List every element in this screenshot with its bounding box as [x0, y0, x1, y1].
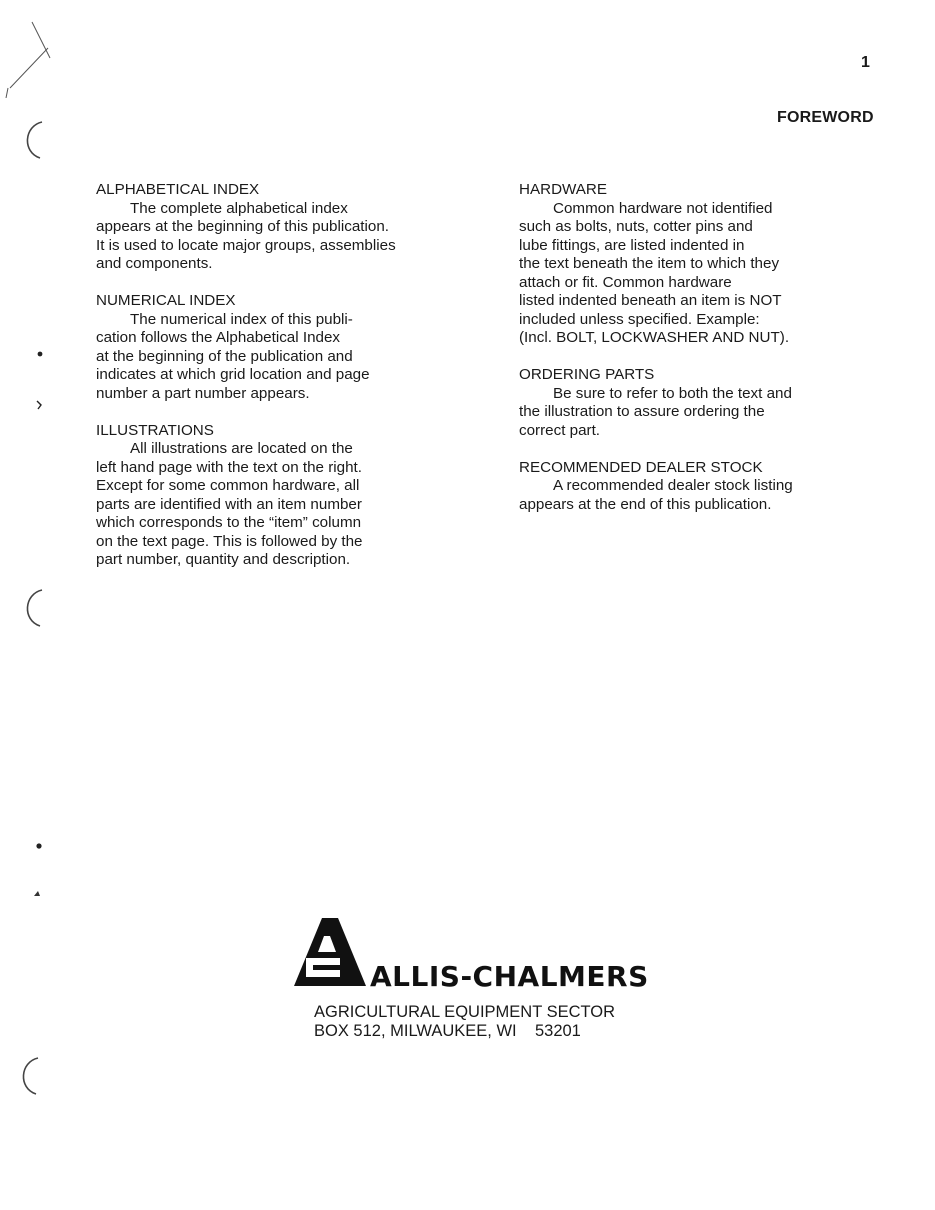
body-line: Common hardware not identified [553, 199, 773, 217]
punch-hole-shadow-mark [14, 1054, 44, 1098]
body-line: correct part. [519, 421, 601, 439]
speck-mark [36, 350, 44, 358]
body-line: It is used to locate major groups, assemblies [96, 236, 396, 254]
section-title: ILLUSTRATIONS [96, 421, 214, 439]
body-line: cation follows the Alphabetical Index [96, 329, 341, 346]
body-line: (Incl. BOLT, LOCKWASHER AND NUT). [519, 329, 790, 346]
body-line: part number, quantity and description. [96, 551, 351, 568]
body-line: number a part number appears. [96, 384, 310, 402]
body-line: parts are identified with an item number [96, 495, 362, 513]
body-line: appears at the end of this publication. [519, 495, 772, 513]
section-title: ALPHABETICAL INDEX [96, 181, 260, 198]
section-title: HARDWARE [519, 181, 608, 198]
speck-mark [35, 400, 43, 410]
body-line: indicates at which grid location and page [96, 366, 370, 383]
body-line: such as bolts, nuts, cotter pins and [519, 218, 753, 235]
section-numerical-index [96, 292, 441, 403]
punch-hole-shadow-mark [18, 586, 48, 630]
body-line: appears at the beginning of this publication. [96, 218, 389, 235]
body-line: listed indented beneath an item is NOT [519, 292, 782, 309]
body-line: on the text page. This is followed by the [96, 532, 363, 550]
body-line: A recommended dealer stock listing [553, 477, 793, 494]
address-line: BOX 512, MILWAUKEE, WI 53201 [314, 1022, 581, 1040]
body-line: included unless specified. Example: [519, 310, 760, 328]
page-heading: FOREWORD [777, 109, 874, 126]
speck-mark [35, 842, 43, 850]
section-hardware [519, 181, 829, 348]
speck-mark [33, 889, 41, 897]
address-line: AGRICULTURAL EQUIPMENT SECTOR [314, 1003, 616, 1021]
brand-address [314, 1003, 615, 1041]
body-line: attach or fit. Common hardware [519, 273, 732, 291]
body-line: at the beginning of the publication and [96, 347, 353, 365]
section-illustrations [96, 422, 441, 570]
left-column [96, 181, 441, 588]
body-line: and components. [96, 255, 213, 272]
section-alphabetical-index [96, 181, 441, 274]
section-ordering-parts [519, 366, 829, 440]
scan-corner-fold-mark [0, 18, 60, 98]
section-title: RECOMMENDED DEALER STOCK [519, 458, 763, 476]
page-number: 1 [861, 54, 870, 71]
allis-chalmers-logo-icon [294, 918, 366, 986]
body-line: Except for some common hardware, all [96, 477, 360, 494]
section-title: ORDERING PARTS [519, 366, 655, 383]
body-line: The numerical index of this publi- [130, 310, 353, 328]
brand-name: ALLIS-CHALMERS [370, 960, 649, 993]
body-line: which corresponds to the “item” column [96, 514, 362, 531]
body-line: The complete alphabetical index [130, 199, 348, 217]
body-line: Be sure to refer to both the text and [553, 384, 792, 402]
right-column [519, 181, 829, 533]
body-line: the text beneath the item to which they [519, 255, 780, 272]
body-line: the illustration to assure ordering the [519, 403, 765, 420]
body-line: All illustrations are located on the [130, 440, 353, 457]
body-line: left hand page with the text on the right. [96, 458, 362, 476]
section-recommended-dealer-stock [519, 459, 829, 515]
section-title: NUMERICAL INDEX [96, 292, 236, 309]
body-line: lube fittings, are listed indented in [519, 236, 745, 254]
punch-hole-shadow-mark [18, 118, 48, 162]
